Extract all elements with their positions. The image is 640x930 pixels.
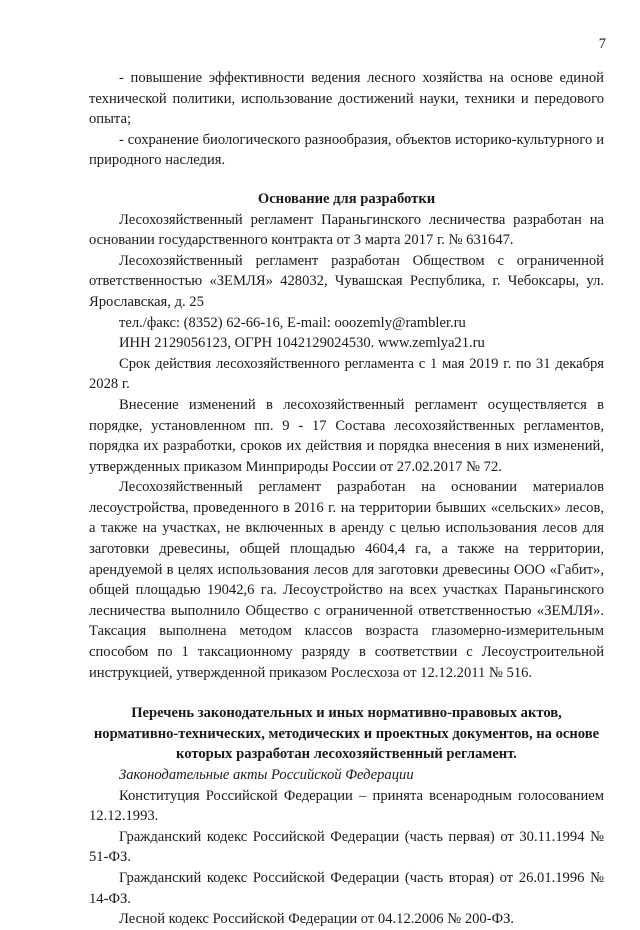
paragraph: тел./факс: (8352) 62-66-16, E-mail: ooozemly@rambler.ru <box>119 314 466 331</box>
list-item: Гражданский кодекс Российской Федерации (часть первая) от 30.11.1994 № 51-ФЗ. <box>89 828 604 866</box>
list-item: Лесной кодекс Российской Федерации от 04.12.2006 № 200-ФЗ. <box>119 911 515 928</box>
paragraph: Внесение изменений в лесохозяйственный регламент осуществляется в порядке, установленном пп. 9 - 17 Состава лесохозяйственных регламентов, порядка их разработки, сроков их действия и порядка внесения в них изменений, утвержденных приказом Минприроды России от 27.02.2017 № 72. <box>89 396 604 475</box>
list-item: Конституция Российской Федерации – принята всенародным голосованием 12.12.1993. <box>89 787 604 825</box>
intro-bullet: - сохранение биологического разнообразия, объектов историко-культурного и природного наследия. <box>89 131 604 169</box>
page-body <box>89 68 604 930</box>
paragraph: Лесохозяйственный регламент Параньгинского лесничества разработан на основании государственного контракта от 3 марта 2017 г. № 631647. <box>89 211 604 249</box>
list-item: Гражданский кодекс Российской Федерации (часть вторая) от 26.01.1996 № 14-ФЗ. <box>89 869 604 907</box>
paragraph: Лесохозяйственный регламент разработан на основании материалов лесоустройства, проведенного в 2016 г. на территории бывших «сельских» лесов, а также на участках, не включенных в аренду с целью использования лесов для заготовки древесины, общей площадью 4604,4 га, а также на территории, арендуемой в целях использования лесов для заготовки древесины ООО «Габит», общей площадью 19042,6 га. Лесоустройство на всех участках Параньгинского лесничества выполнило Общество с ограниченной ответственностью «ЗЕМЛЯ». Таксация выполнена методом классов возраста глазомерно-измерительным способом по 1 таксационному разряду в соответствии с Лесоустроительной инструкцией, утвержденной приказом Рослесхоза от 12.12.2011 № 516. <box>89 479 604 681</box>
page-number: 7 <box>598 36 606 52</box>
intro-bullet: - повышение эффективности ведения лесного хозяйства на основе единой технической политики, использование достижений науки, техники и передового опыта; <box>89 70 604 128</box>
paragraph: Срок действия лесохозяйственного регламента с 1 мая 2019 г. по 31 декабря 2028 г. <box>89 355 604 393</box>
paragraph: ИНН 2129056123, ОГРН 1042129024530. www.zemlya21.ru <box>119 335 485 352</box>
paragraph: Лесохозяйственный регламент разработан Обществом с ограниченной ответственностью «ЗЕМЛЯ» 428032, Чувашская Республика, г. Чебоксары, ул. Ярославская, д. 25 <box>89 252 604 310</box>
section-heading: Основание для разработки <box>257 190 436 207</box>
section-heading: Перечень законодательных и иных нормативно-правовых актов, нормативно-технических, методических и проектных документов, на основе которых разработан лесохозяйственный регламент. <box>93 705 600 763</box>
subsection-heading: Законодательные акты Российской Федерации <box>119 767 414 783</box>
